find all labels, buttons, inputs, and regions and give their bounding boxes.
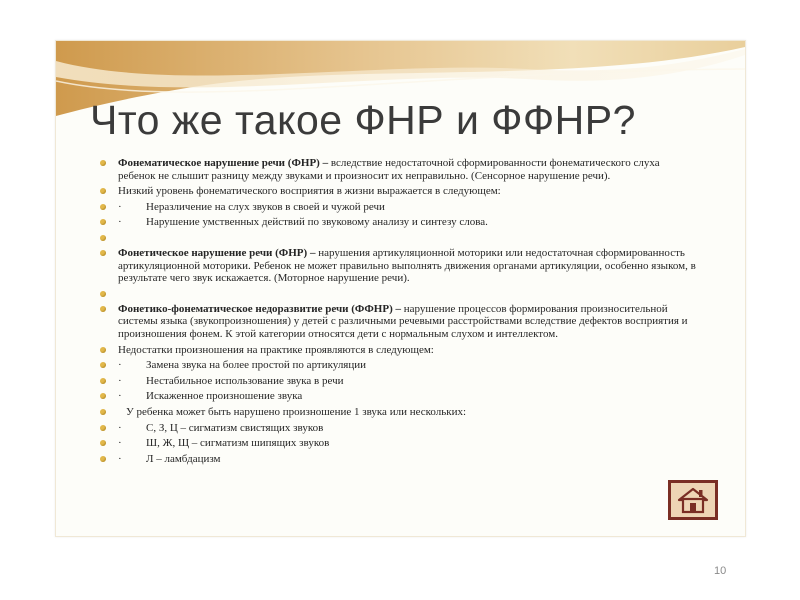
list-item-text: Замена звука на более простой по артикуляции [146,359,367,372]
page-number: 10 [714,565,727,577]
list-item [96,453,696,466]
sub-bullet-marker: · [118,452,122,465]
list-item [96,247,696,285]
list-item-text: Низкий уровень фонематического восприятия в жизни выражается в следующем: [118,185,501,198]
term-label: Фонетико-фонематическое недоразвитие речи (ФФНР) – [118,302,401,315]
list-item [96,390,696,403]
bullet-icon [100,362,106,368]
list-item [96,359,696,372]
list-item [96,344,696,357]
term-label: Фонематическое нарушение речи (ФНР) – [118,157,329,169]
sub-bullet-marker: · [118,359,122,372]
list-item-empty [96,288,696,300]
sub-bullet-marker: · [118,390,122,403]
list-item [96,422,696,435]
bullet-icon [100,409,106,415]
home-button[interactable] [668,480,718,520]
bullet-icon [100,378,106,384]
list-item-text: Нарушение умственных действий по звуковому анализу и синтезу слова. [146,216,488,229]
list-item [96,157,696,182]
list-item [96,303,696,341]
sub-bullet-marker: · [118,216,122,229]
list-item-text: Нестабильное использование звука в речи [146,374,344,387]
bullet-icon [100,425,106,431]
home-icon [671,483,715,517]
list-item [96,216,696,229]
list-item-text: У ребенка может быть нарушено произношение 1 звука или нескольких: [126,405,467,418]
list-item-text: нарушение процессов формирования произносительной системы языка (звукопроизношения) у детей с различными речевыми расстройствами вследствие дефектов восприятия и произношения фонем. К этой категории относятся дети с нормальным слухом и интеллектом. [118,302,688,340]
list-item-text: С, З, Ц – сигматизм свистящих звуков [146,421,324,434]
bullet-icon [100,347,106,353]
sub-bullet-marker: · [118,200,122,213]
bullet-icon [100,291,106,297]
bullet-icon [100,219,106,225]
bullet-icon [100,204,106,210]
bullet-icon [100,250,106,256]
slide [55,40,746,537]
term-label: Фонетическое нарушение речи (ФНР) – [118,246,316,259]
list-item-text: Недостатки произношения на практике проявляются в следующем: [118,343,434,356]
list-item [96,406,696,419]
content-list [96,157,696,468]
bullet-icon [100,235,106,241]
list-item-text: Л – ламбдацизм [146,452,221,465]
sub-bullet-marker: · [118,437,122,450]
bullet-icon [100,188,106,194]
list-item [96,201,696,214]
sub-bullet-marker: · [118,374,122,387]
list-item-empty [96,232,696,244]
sub-bullet-marker: · [118,421,122,434]
bullet-icon [100,160,106,166]
bullet-icon [100,440,106,446]
list-item [96,185,696,198]
bullet-icon [100,306,106,312]
list-item [96,437,696,450]
list-item-text: Искаженное произношение звука [146,390,303,403]
bullet-icon [100,393,106,399]
list-item-text: Ш, Ж, Щ – сигматизм шипящих звуков [146,437,330,450]
list-item [96,375,696,388]
bullet-icon [100,456,106,462]
list-item-text: Неразличение на слух звуков в своей и чужой речи [146,200,385,213]
list-item-text: вследствие недостаточной сформированности фонематического слуха ребенок не слышит разницу между звуками и произносит их неправильно. (Сенсорное нарушение речи). [118,157,660,182]
slide-title: Что же такое ФНР и ФФНР? [90,97,636,143]
list-item-text: нарушения артикуляционной моторики или недостаточная сформированность артикуляционной моторики. Ребенок не может правильно выполнять движения органами артикуляции, особенно языком, в результате чего звук искажается. (Моторное нарушение речи). [118,246,696,285]
